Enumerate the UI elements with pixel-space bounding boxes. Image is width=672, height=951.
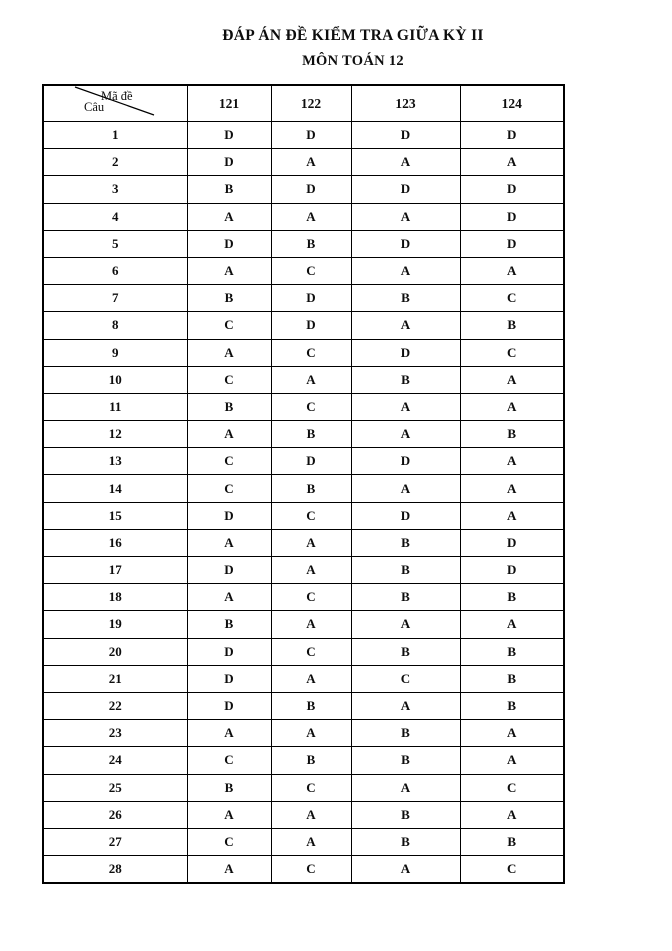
question-number: 15 (43, 502, 187, 529)
answer-cell: A (187, 856, 271, 884)
answer-cell: A (460, 720, 564, 747)
table-row (43, 502, 564, 529)
table-row (43, 529, 564, 556)
answer-cell: D (351, 176, 460, 203)
answer-cell: A (351, 856, 460, 884)
answer-cell: A (351, 692, 460, 719)
answer-cell: B (460, 584, 564, 611)
answer-cell: D (351, 448, 460, 475)
answer-cell: B (460, 421, 564, 448)
answer-cell: D (351, 122, 460, 149)
answer-cell: A (271, 557, 351, 584)
question-number: 13 (43, 448, 187, 475)
answer-cell: A (351, 203, 460, 230)
answer-cell: C (271, 393, 351, 420)
answer-cell: B (351, 529, 460, 556)
answer-cell: A (187, 529, 271, 556)
answer-cell: B (351, 366, 460, 393)
table-row (43, 774, 564, 801)
answer-cell: D (187, 122, 271, 149)
answer-cell: A (271, 203, 351, 230)
answer-cell: A (187, 421, 271, 448)
question-number: 11 (43, 393, 187, 420)
question-number: 12 (43, 421, 187, 448)
table-row (43, 475, 564, 502)
answer-cell: D (187, 149, 271, 176)
answer-cell: D (351, 230, 460, 257)
question-number: 4 (43, 203, 187, 230)
answer-table-body (43, 122, 564, 884)
answer-cell: C (187, 475, 271, 502)
question-number: 1 (43, 122, 187, 149)
table-row (43, 421, 564, 448)
answer-cell: B (460, 312, 564, 339)
answer-cell: D (187, 665, 271, 692)
question-number: 23 (43, 720, 187, 747)
question-number: 21 (43, 665, 187, 692)
table-row (43, 856, 564, 884)
answer-cell: A (187, 203, 271, 230)
answer-cell: C (271, 584, 351, 611)
answer-cell: B (271, 421, 351, 448)
question-number: 26 (43, 801, 187, 828)
answer-cell: A (351, 611, 460, 638)
answer-cell: C (271, 257, 351, 284)
table-row (43, 747, 564, 774)
answer-cell: D (187, 230, 271, 257)
answer-cell: B (351, 828, 460, 855)
table-row (43, 665, 564, 692)
answer-cell: A (460, 393, 564, 420)
answer-cell: A (271, 366, 351, 393)
table-row (43, 285, 564, 312)
table-row (43, 203, 564, 230)
question-number: 28 (43, 856, 187, 884)
question-number: 19 (43, 611, 187, 638)
exam-code-header: 122 (271, 85, 351, 122)
question-number: 24 (43, 747, 187, 774)
answer-cell: A (351, 774, 460, 801)
question-number: 6 (43, 257, 187, 284)
answer-cell: B (351, 747, 460, 774)
answer-cell: A (460, 366, 564, 393)
answer-cell: A (271, 529, 351, 556)
table-row (43, 230, 564, 257)
answer-cell: A (351, 421, 460, 448)
answer-cell: A (271, 611, 351, 638)
question-number: 16 (43, 529, 187, 556)
table-row (43, 366, 564, 393)
answer-cell: C (187, 828, 271, 855)
answer-cell: D (187, 692, 271, 719)
answer-cell: A (271, 665, 351, 692)
answer-cell: A (460, 801, 564, 828)
answer-cell: A (187, 339, 271, 366)
answer-cell: C (187, 747, 271, 774)
answer-cell: D (271, 285, 351, 312)
question-number: 20 (43, 638, 187, 665)
answer-cell: B (351, 584, 460, 611)
exam-code-header: 121 (187, 85, 271, 122)
answer-cell: B (187, 176, 271, 203)
answer-cell: C (187, 366, 271, 393)
answer-cell: B (351, 720, 460, 747)
answer-cell: C (460, 285, 564, 312)
answer-cell: B (271, 692, 351, 719)
answer-cell: D (271, 122, 351, 149)
answer-cell: C (460, 856, 564, 884)
answer-cell: A (460, 257, 564, 284)
question-number: 2 (43, 149, 187, 176)
question-number: 3 (43, 176, 187, 203)
answer-cell: B (271, 475, 351, 502)
table-row (43, 611, 564, 638)
answer-cell: B (271, 747, 351, 774)
table-row (43, 176, 564, 203)
answer-cell: D (187, 557, 271, 584)
question-number: 14 (43, 475, 187, 502)
answer-cell: B (460, 665, 564, 692)
answer-cell: D (187, 502, 271, 529)
answer-cell: D (271, 312, 351, 339)
question-number: 7 (43, 285, 187, 312)
answer-cell: B (351, 801, 460, 828)
answer-cell: C (271, 856, 351, 884)
answer-cell: B (351, 557, 460, 584)
table-row (43, 557, 564, 584)
question-number: 8 (43, 312, 187, 339)
table-header (43, 85, 564, 122)
question-number: 25 (43, 774, 187, 801)
answer-cell: B (187, 285, 271, 312)
table-row (43, 312, 564, 339)
answer-cell: C (351, 665, 460, 692)
answer-cell: A (271, 720, 351, 747)
answer-cell: D (460, 529, 564, 556)
answer-cell: A (460, 149, 564, 176)
document-header (17, 0, 672, 70)
answer-cell: A (351, 257, 460, 284)
answer-cell: C (460, 339, 564, 366)
answer-cell: B (187, 774, 271, 801)
answer-cell: A (351, 475, 460, 502)
question-number: 5 (43, 230, 187, 257)
table-row (43, 122, 564, 149)
question-number: 10 (43, 366, 187, 393)
answer-cell: B (187, 611, 271, 638)
answer-cell: A (187, 720, 271, 747)
answer-cell: A (351, 312, 460, 339)
answer-cell: A (460, 747, 564, 774)
table-row (43, 339, 564, 366)
answer-cell: D (460, 230, 564, 257)
answer-cell: D (460, 176, 564, 203)
question-number: 27 (43, 828, 187, 855)
answer-cell: A (351, 149, 460, 176)
answer-cell: D (271, 448, 351, 475)
table-row (43, 257, 564, 284)
table-row (43, 448, 564, 475)
table-row (43, 149, 564, 176)
answer-cell: D (460, 203, 564, 230)
answer-cell: B (271, 230, 351, 257)
answer-cell: D (460, 557, 564, 584)
answer-cell: A (460, 475, 564, 502)
corner-header-cell (43, 85, 187, 122)
question-axis-label: Câu (84, 100, 105, 114)
answer-cell: A (271, 828, 351, 855)
answer-cell: D (460, 122, 564, 149)
table-row (43, 720, 564, 747)
answer-cell: A (271, 149, 351, 176)
question-number: 22 (43, 692, 187, 719)
answer-cell: B (460, 828, 564, 855)
answer-cell: A (271, 801, 351, 828)
question-number: 9 (43, 339, 187, 366)
answer-cell: C (187, 448, 271, 475)
answer-cell: C (271, 774, 351, 801)
exam-code-header: 124 (460, 85, 564, 122)
answer-cell: A (460, 502, 564, 529)
table-row (43, 638, 564, 665)
answer-cell: A (187, 801, 271, 828)
table-row (43, 692, 564, 719)
answer-cell: D (187, 638, 271, 665)
answer-cell: B (351, 285, 460, 312)
table-row (43, 393, 564, 420)
question-number: 17 (43, 557, 187, 584)
answer-cell: C (271, 339, 351, 366)
exam-code-axis-label: Mã đề (101, 89, 133, 103)
table-row (43, 801, 564, 828)
question-number: 18 (43, 584, 187, 611)
answer-cell: C (271, 502, 351, 529)
answer-cell: A (460, 611, 564, 638)
answer-cell: D (271, 176, 351, 203)
answer-cell: D (351, 502, 460, 529)
document-subtitle: MÔN TOÁN 12 (302, 53, 404, 69)
answer-cell: B (351, 638, 460, 665)
answer-cell: B (460, 638, 564, 665)
answer-cell: A (187, 257, 271, 284)
answer-cell: B (187, 393, 271, 420)
table-row (43, 828, 564, 855)
answer-cell: C (460, 774, 564, 801)
answer-key-table (42, 84, 565, 884)
answer-cell: C (271, 638, 351, 665)
answer-cell: A (351, 393, 460, 420)
answer-cell: C (187, 312, 271, 339)
answer-cell: A (187, 584, 271, 611)
answer-cell: A (460, 448, 564, 475)
exam-code-header: 123 (351, 85, 460, 122)
answer-cell: D (351, 339, 460, 366)
header-row (43, 85, 564, 122)
document-title: ĐÁP ÁN ĐỀ KIỂM TRA GIỮA KỲ II (222, 27, 484, 44)
answer-cell: B (460, 692, 564, 719)
table-row (43, 584, 564, 611)
